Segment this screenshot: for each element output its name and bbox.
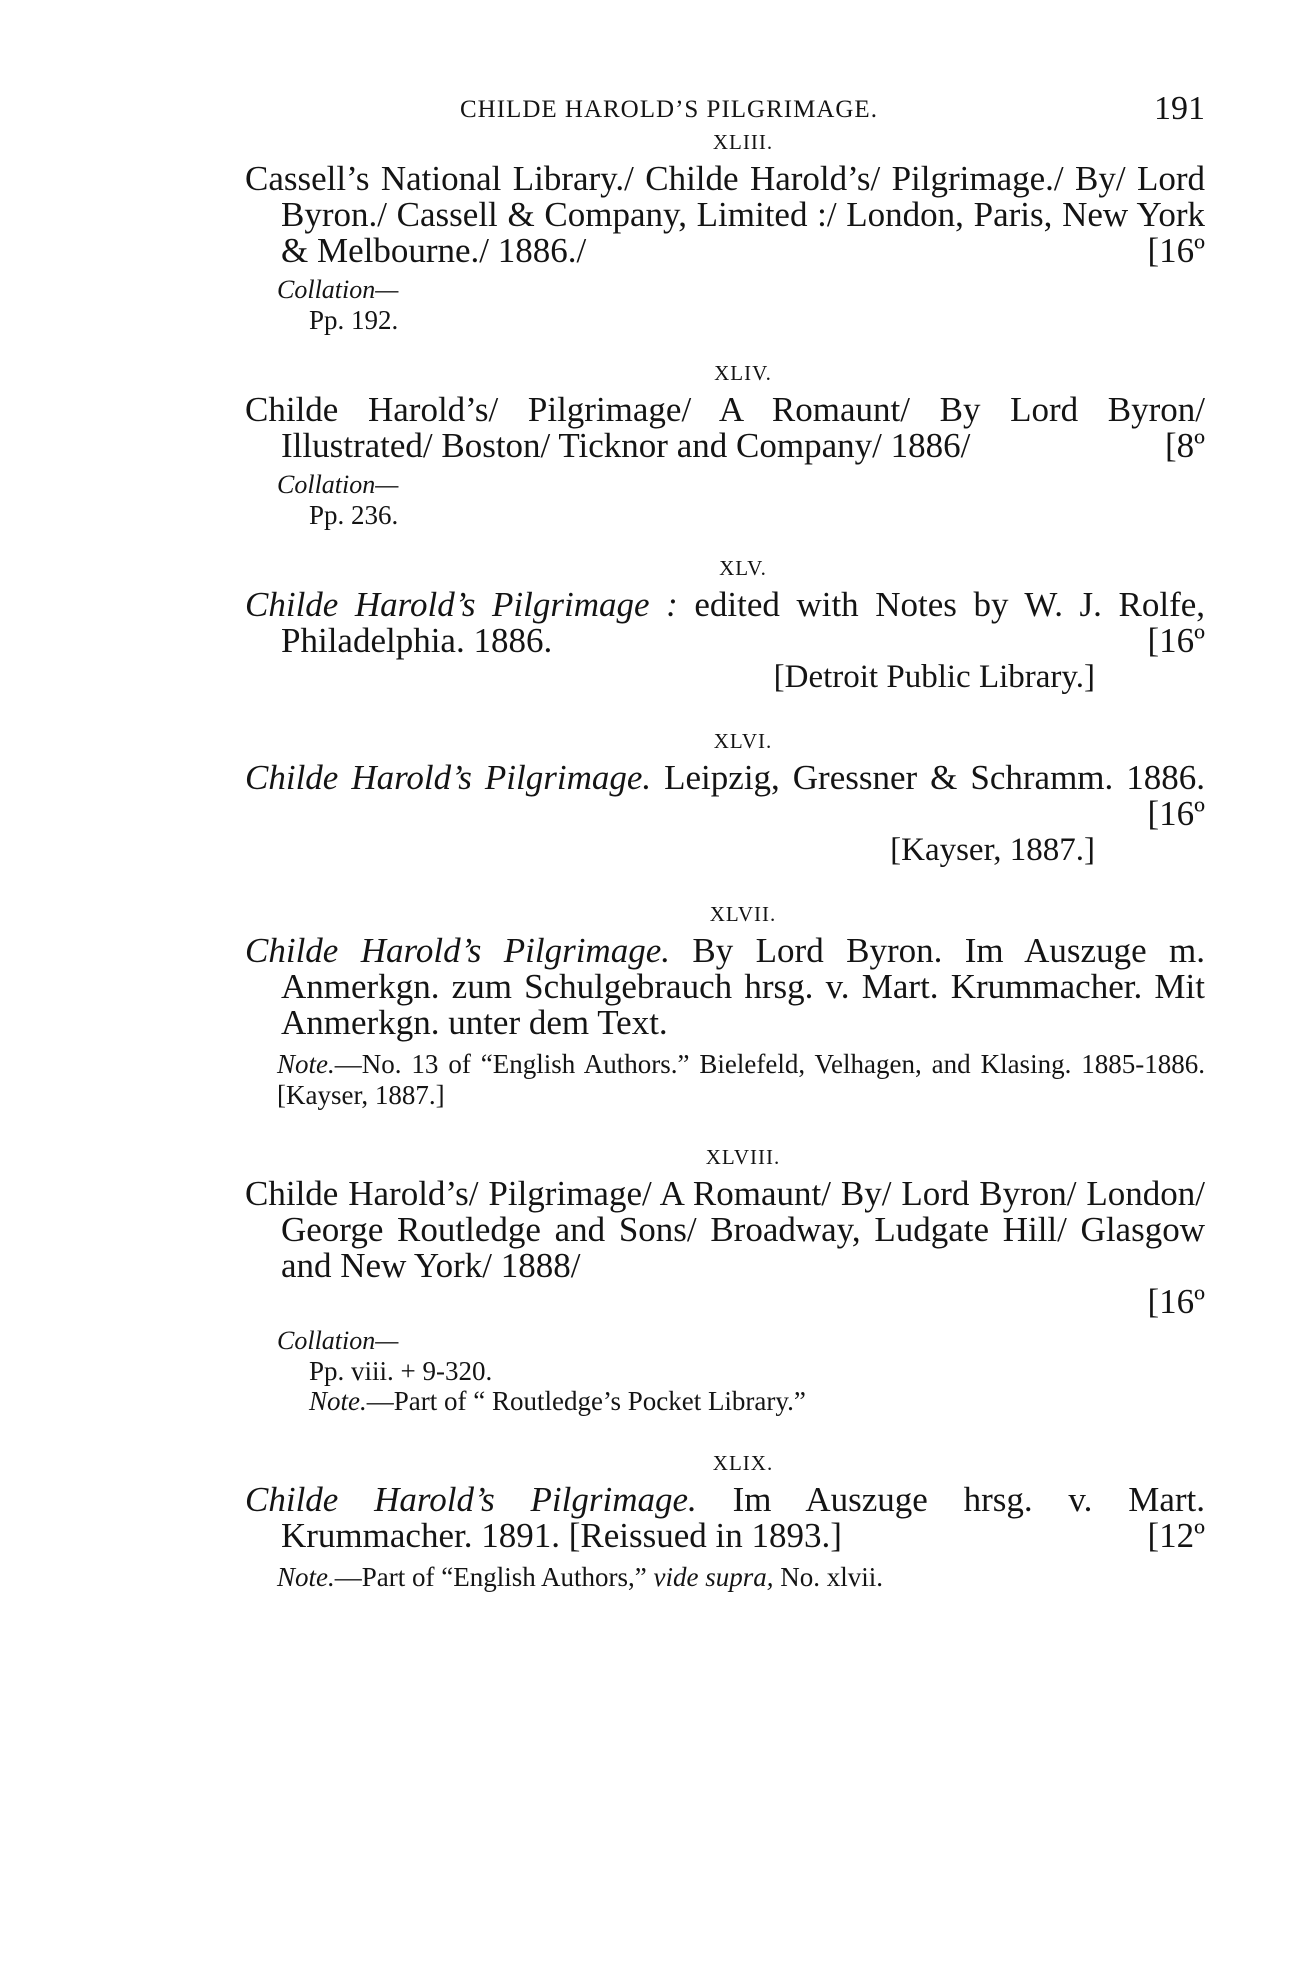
entry-numeral: XLIX. bbox=[712, 1451, 774, 1475]
entry-xliii bbox=[245, 130, 1205, 335]
entry-title: Childe Harold’s Pilgrimage. bbox=[245, 931, 670, 970]
entry-description-text: Childe Harold’s/ Pilgrimage/ A Romaunt/ By/ Lord Byron/ London/ George Routledge and Sons/ Broadway, Ludgate Hill/ Glasgow and New York/ 1888/ bbox=[245, 1174, 1205, 1285]
entry-description bbox=[245, 1176, 1205, 1284]
entry-xliv bbox=[245, 361, 1205, 530]
format-mark: [16º bbox=[1147, 1282, 1205, 1321]
note-label: Note. bbox=[277, 1562, 335, 1592]
source-reference: [Detroit Public Library.] bbox=[773, 659, 1095, 695]
format-mark: [16º bbox=[1147, 231, 1205, 270]
entry-note bbox=[309, 1386, 1205, 1417]
collation-label: Collation— bbox=[277, 470, 399, 499]
note-label: Note. bbox=[309, 1386, 367, 1416]
entry-note bbox=[277, 1562, 1205, 1593]
book-page bbox=[245, 60, 1205, 1593]
note-text: —Part of “English Authors,” bbox=[334, 1562, 647, 1592]
collation-label: Collation— bbox=[277, 275, 399, 304]
format-mark: [12º bbox=[1147, 1516, 1205, 1555]
running-title: CHILDE HAROLD’S PILGRIMAGE. bbox=[460, 96, 878, 123]
source-reference: [Kayser, 1887.] bbox=[890, 832, 1095, 868]
entry-description bbox=[245, 392, 1205, 464]
collation-value: Pp. 236. bbox=[309, 500, 399, 530]
entry-description-text: Cassell’s National Library./ Childe Harold’s/ Pilgrimage./ By/ Lord Byron./ Cassell & Company, Limited :/ London, Paris, New York & Melbourne./ 1886./ bbox=[245, 159, 1205, 270]
entry-description-text: Im Auszuge hrsg. v. Mart. Krummacher. 1891. [Reissued in 1893.] bbox=[281, 1480, 1206, 1555]
note-text: —Part of “ Routledge’s Pocket Library.” bbox=[366, 1386, 806, 1416]
entry-note bbox=[277, 1049, 1205, 1111]
entry-xlvi bbox=[245, 729, 1205, 868]
collation-value: Pp. viii. + 9-320. bbox=[309, 1356, 493, 1386]
note-label: Note. bbox=[277, 1049, 335, 1079]
entry-xlviii bbox=[245, 1145, 1205, 1417]
entry-description-text: By Lord Byron. Im Auszuge m. Anmerkgn. zum Schulgebrauch hrsg. v. Mart. Krummacher. Mit Anmerkgn. unter dem Text. bbox=[281, 931, 1205, 1042]
entry-xlix bbox=[245, 1451, 1205, 1593]
entry-numeral: XLVII. bbox=[709, 902, 777, 926]
entry-xlv bbox=[245, 556, 1205, 695]
collation-label: Collation— bbox=[277, 1326, 399, 1355]
collation-value: Pp. 192. bbox=[309, 305, 399, 335]
entry-numeral: XLIV. bbox=[714, 361, 772, 385]
entry-title: Childe Harold’s Pilgrimage. bbox=[245, 1480, 697, 1519]
note-italic-text: vide supra, bbox=[653, 1562, 774, 1592]
note-text-end: No. xlvii. bbox=[780, 1562, 883, 1592]
entry-description bbox=[245, 587, 1205, 659]
entry-description bbox=[245, 1482, 1205, 1554]
entry-description bbox=[245, 933, 1205, 1041]
entry-description-text: Leipzig, Gressner & Schramm. 1886. bbox=[664, 758, 1206, 797]
entry-numeral: XLV. bbox=[719, 556, 767, 580]
format-mark: [8º bbox=[1164, 426, 1205, 465]
entry-description-text: Childe Harold’s/ Pilgrimage/ A Romaunt/ By Lord Byron/ Illustrated/ Boston/ Ticknor and Company/ 1886/ bbox=[245, 390, 1205, 465]
page-number: 191 bbox=[1154, 90, 1205, 127]
entry-title: Childe Harold’s Pilgrimage : bbox=[245, 585, 678, 624]
entry-numeral: XLVIII. bbox=[705, 1145, 781, 1169]
entry-numeral: XLIII. bbox=[712, 130, 774, 154]
entry-description-text: edited with Notes by W. J. Rolfe, Philadelphia. 1886. bbox=[281, 585, 1206, 660]
entry-numeral: XLVI. bbox=[713, 729, 773, 753]
running-header bbox=[245, 60, 1205, 130]
entry-title: Childe Harold’s Pilgrimage. bbox=[245, 758, 652, 797]
entry-description bbox=[245, 161, 1205, 269]
format-mark: [16º bbox=[1147, 794, 1205, 833]
entry-description bbox=[245, 760, 1205, 832]
entry-xlvii bbox=[245, 902, 1205, 1111]
format-mark: [16º bbox=[1147, 621, 1205, 660]
note-text: —No. 13 of “English Authors.” Bielefeld, Velhagen, and Klasing. 1885-1886. [Kayser, 1887.] bbox=[277, 1049, 1205, 1110]
